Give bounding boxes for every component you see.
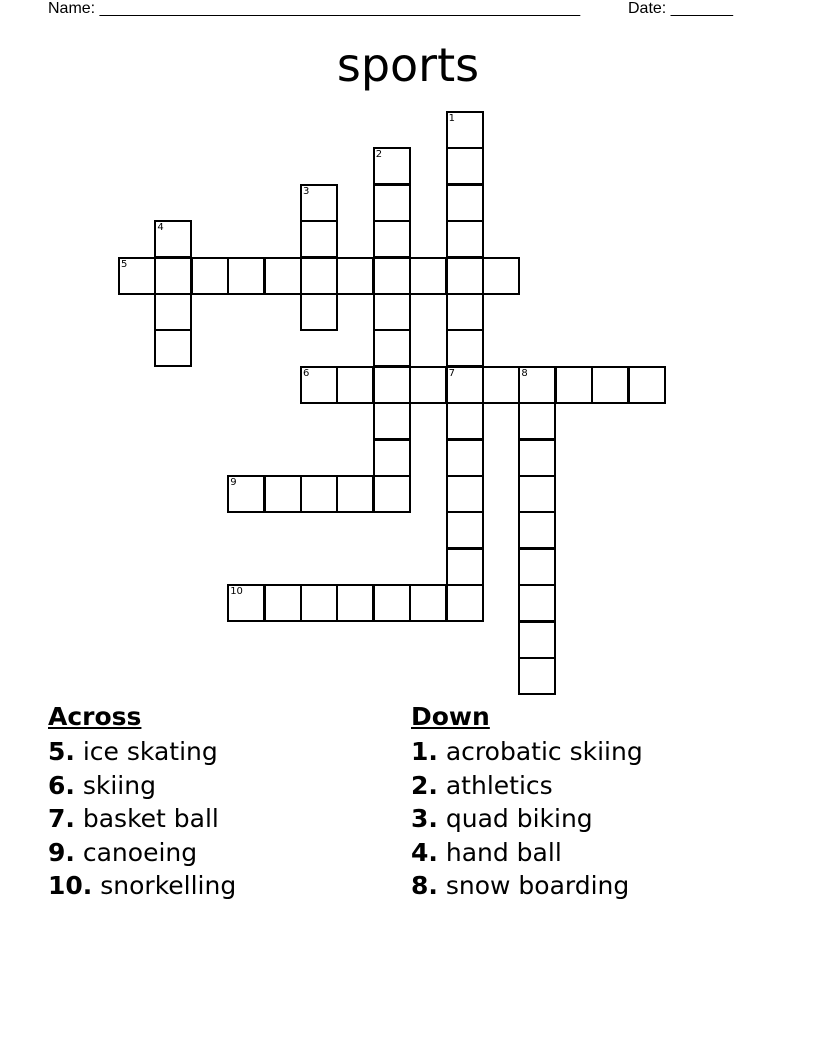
grid-cell[interactable] bbox=[446, 257, 484, 295]
grid-cell[interactable] bbox=[264, 257, 302, 295]
grid-cell[interactable] bbox=[191, 257, 229, 295]
clue-number: 10. bbox=[48, 871, 93, 900]
grid-cell[interactable] bbox=[518, 511, 556, 549]
grid-cell[interactable] bbox=[300, 184, 338, 222]
grid-cell[interactable] bbox=[518, 584, 556, 622]
grid-cell[interactable] bbox=[336, 366, 374, 404]
grid-cell[interactable] bbox=[300, 220, 338, 258]
clue-number: 7. bbox=[48, 804, 75, 833]
grid-cell[interactable] bbox=[373, 147, 411, 185]
clue-text: ice skating bbox=[82, 737, 218, 766]
grid-cell[interactable] bbox=[227, 257, 265, 295]
clue-text: canoeing bbox=[82, 837, 198, 867]
clue-text: acrobatic skiing bbox=[445, 737, 643, 766]
grid-cell[interactable] bbox=[518, 657, 556, 695]
grid-cell[interactable] bbox=[446, 220, 484, 258]
clue-down bbox=[411, 869, 643, 903]
grid-cell[interactable] bbox=[518, 439, 556, 477]
clue-number: 3. bbox=[411, 804, 438, 833]
clue-number: 9. bbox=[48, 837, 75, 867]
grid-cell[interactable] bbox=[446, 366, 484, 404]
clue-text: quad biking bbox=[445, 804, 593, 833]
grid-cell[interactable] bbox=[154, 293, 192, 331]
clue-text: basket ball bbox=[82, 804, 219, 833]
clue-text: hand ball bbox=[445, 837, 562, 867]
grid-cell[interactable] bbox=[446, 475, 484, 513]
clue-number: 5. bbox=[48, 737, 75, 766]
clue-number-label: 1 bbox=[448, 113, 455, 124]
grid-cell[interactable] bbox=[373, 257, 411, 295]
grid-cell[interactable] bbox=[591, 366, 629, 404]
grid-cell[interactable] bbox=[446, 329, 484, 367]
clue-number: 8. bbox=[411, 871, 438, 900]
down-clues bbox=[411, 702, 643, 903]
grid-cell[interactable] bbox=[518, 402, 556, 440]
clue-number-label: 10 bbox=[230, 586, 243, 598]
clue-number-label: 4 bbox=[157, 222, 164, 234]
grid-cell[interactable] bbox=[446, 293, 484, 331]
across-clues bbox=[48, 702, 236, 903]
grid-cell[interactable] bbox=[518, 475, 556, 513]
clue-across bbox=[48, 735, 236, 769]
grid-cell[interactable] bbox=[373, 220, 411, 258]
clue-down bbox=[411, 836, 643, 870]
grid-cell[interactable] bbox=[336, 475, 374, 513]
clue-down bbox=[411, 769, 643, 803]
grid-cell[interactable] bbox=[118, 257, 156, 295]
clue-number-label: 7 bbox=[448, 367, 455, 379]
clue-number: 4. bbox=[411, 837, 438, 867]
clue-number-label: 5 bbox=[121, 258, 128, 270]
grid-cell[interactable] bbox=[446, 439, 484, 477]
clue-number-label: 8 bbox=[521, 367, 528, 379]
grid-cell[interactable] bbox=[300, 257, 338, 295]
grid-cell[interactable] bbox=[518, 548, 556, 586]
grid-cell[interactable] bbox=[409, 584, 447, 622]
grid-cell[interactable] bbox=[373, 475, 411, 513]
clue-across bbox=[48, 802, 236, 836]
grid-cell[interactable] bbox=[227, 584, 265, 622]
clue-across bbox=[48, 836, 236, 870]
clue-text: snow boarding bbox=[445, 871, 630, 900]
grid-cell[interactable] bbox=[518, 621, 556, 659]
grid-cell[interactable] bbox=[373, 293, 411, 331]
grid-cell[interactable] bbox=[409, 257, 447, 295]
grid-cell[interactable] bbox=[264, 475, 302, 513]
grid-cell[interactable] bbox=[446, 584, 484, 622]
grid-cell[interactable] bbox=[227, 475, 265, 513]
clue-number-label: 9 bbox=[230, 477, 237, 488]
clue-across bbox=[48, 769, 236, 803]
grid-cell[interactable] bbox=[446, 548, 484, 586]
name-field-label: Name: ______________________________________________________ bbox=[48, 0, 581, 17]
page-title: sports bbox=[336, 38, 480, 92]
clue-text: athletics bbox=[445, 770, 553, 800]
clue-number-label: 6 bbox=[303, 367, 310, 379]
date-field-label: Date: _______ bbox=[628, 0, 733, 17]
grid-cell[interactable] bbox=[373, 329, 411, 367]
clue-number-label: 2 bbox=[375, 149, 383, 161]
grid-cell[interactable] bbox=[446, 402, 484, 440]
clue-text: snorkelling bbox=[100, 871, 237, 900]
down-heading: Down bbox=[411, 702, 490, 731]
grid-cell[interactable] bbox=[154, 257, 192, 295]
grid-cell[interactable] bbox=[446, 184, 484, 222]
grid-cell[interactable] bbox=[300, 366, 338, 404]
grid-cell[interactable] bbox=[336, 257, 374, 295]
grid-cell[interactable] bbox=[446, 147, 484, 185]
grid-cell[interactable] bbox=[555, 366, 593, 404]
grid-cell[interactable] bbox=[373, 584, 411, 622]
grid-cell[interactable] bbox=[373, 366, 411, 404]
grid-cell[interactable] bbox=[264, 584, 302, 622]
grid-cell[interactable] bbox=[336, 584, 374, 622]
grid-cell[interactable] bbox=[628, 366, 666, 404]
clue-down bbox=[411, 802, 643, 836]
grid-cell[interactable] bbox=[373, 184, 411, 222]
clue-across bbox=[48, 869, 236, 903]
grid-cell[interactable] bbox=[154, 220, 192, 258]
grid-cell[interactable] bbox=[518, 366, 556, 404]
clue-down bbox=[411, 735, 643, 769]
grid-cell[interactable] bbox=[300, 293, 338, 331]
grid-cell[interactable] bbox=[154, 329, 192, 367]
grid-cell[interactable] bbox=[373, 402, 411, 440]
grid-cell[interactable] bbox=[300, 584, 338, 622]
clue-number: 1. bbox=[411, 737, 438, 766]
grid-cell[interactable] bbox=[300, 475, 338, 513]
grid-cell[interactable] bbox=[373, 439, 411, 477]
clue-number: 2. bbox=[411, 770, 438, 800]
grid-cell[interactable] bbox=[409, 366, 447, 404]
grid-cell[interactable] bbox=[446, 511, 484, 549]
across-heading: Across bbox=[48, 702, 142, 731]
grid-cell[interactable] bbox=[446, 111, 484, 149]
clue-number-label: 3 bbox=[303, 185, 310, 197]
grid-cell[interactable] bbox=[482, 257, 520, 295]
clue-number: 6. bbox=[48, 770, 75, 800]
grid-cell[interactable] bbox=[482, 366, 520, 404]
clue-text: skiing bbox=[82, 770, 156, 800]
